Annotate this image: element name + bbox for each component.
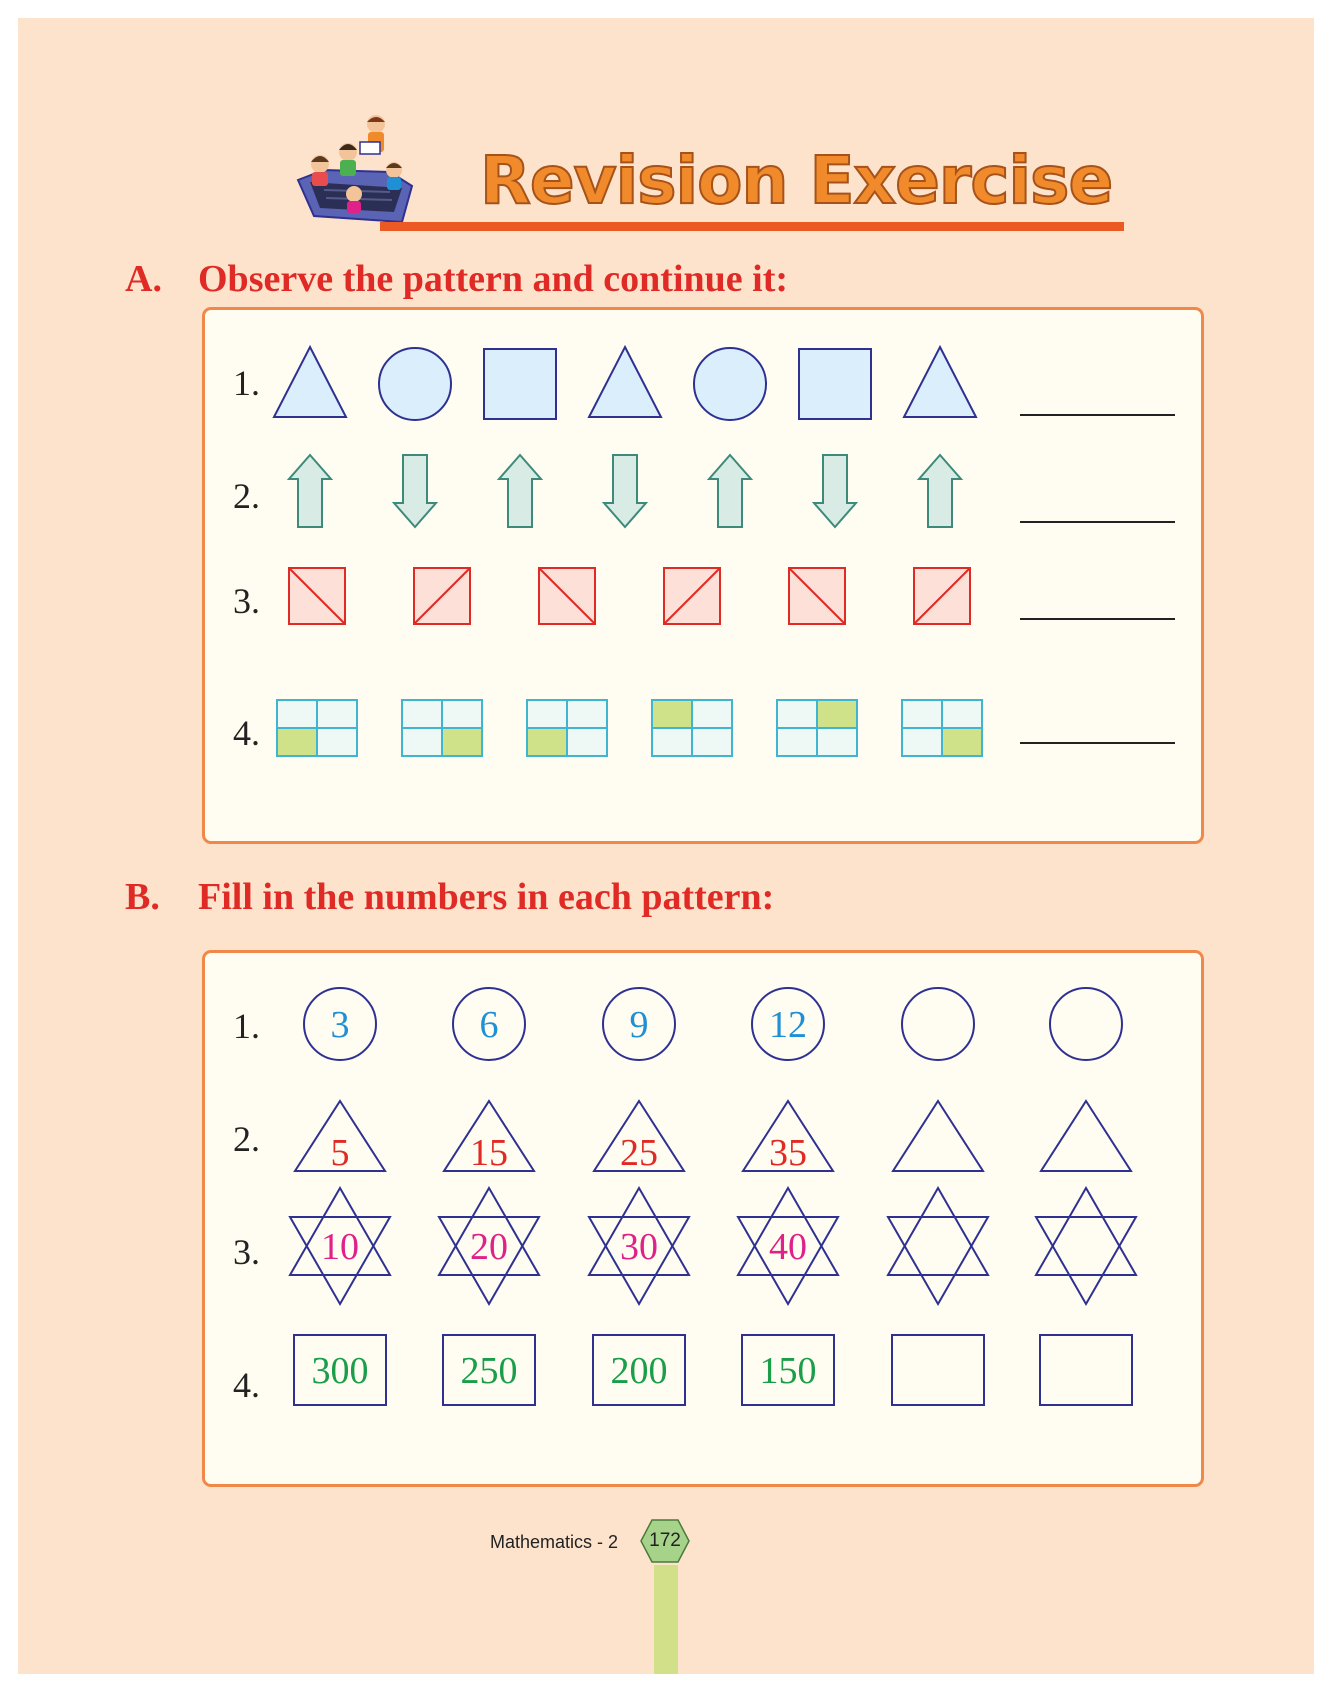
pattern-number: 30: [620, 1226, 658, 1268]
section-a-letter: A.: [125, 258, 162, 300]
star-triangle-up: [1036, 1188, 1136, 1275]
section-b-letter: B.: [125, 876, 160, 918]
pattern-number: 12: [769, 1004, 807, 1046]
arrow-up-icon: [709, 455, 751, 527]
pattern-number: 10: [321, 1226, 359, 1268]
shaded-quadrant: [818, 701, 856, 727]
pattern-number: 15: [470, 1132, 508, 1174]
square-shape: [799, 349, 871, 419]
shaded-quadrant: [653, 701, 691, 727]
number-rectangle: [1040, 1335, 1132, 1405]
pattern-number: 300: [311, 1350, 369, 1392]
pattern-number: 200: [610, 1350, 668, 1392]
triangle-shape: [904, 347, 976, 417]
pattern-number: 25: [620, 1132, 658, 1174]
arrow-up-icon: [499, 455, 541, 527]
circle-shape: [379, 348, 451, 420]
star-triangle-up: [888, 1188, 988, 1275]
pattern-number: 3: [330, 1004, 350, 1046]
page-number: 172: [649, 1530, 681, 1551]
number-row-number: 2.: [233, 1119, 260, 1159]
section-b-number-box: [202, 950, 1204, 1487]
shaded-quadrant: [443, 729, 481, 755]
number-row-number: 3.: [233, 1232, 260, 1272]
footer-book-label: Mathematics - 2: [490, 1532, 619, 1552]
pattern-number: 250: [460, 1350, 518, 1392]
arrow-down-icon: [604, 455, 646, 527]
section-a-heading: [125, 260, 788, 298]
number-triangle: [1041, 1101, 1131, 1171]
page-title: Revision Exercise: [480, 142, 1113, 219]
shaded-quadrant: [278, 729, 316, 755]
number-triangle: [893, 1101, 983, 1171]
shaded-quadrant: [943, 729, 981, 755]
section-a-pattern-box: [202, 307, 1204, 844]
pattern-number: 20: [470, 1226, 508, 1268]
pattern-number: 6: [479, 1004, 499, 1046]
pattern-number: 5: [330, 1132, 350, 1174]
triangle-shape: [589, 347, 661, 417]
circle-shape: [694, 348, 766, 420]
arrow-up-icon: [919, 455, 961, 527]
square-shape: [484, 349, 556, 419]
number-row-number: 1.: [233, 1006, 260, 1046]
star-triangle-down: [888, 1217, 988, 1304]
arrow-down-icon: [814, 455, 856, 527]
star-triangle-down: [1036, 1217, 1136, 1304]
pattern-number: 9: [629, 1004, 649, 1046]
pattern-number: 35: [769, 1132, 807, 1174]
page-tab-stem: [654, 1565, 678, 1674]
triangle-shape: [274, 347, 346, 417]
children-reading-illustration: [290, 112, 420, 230]
number-rectangle: [892, 1335, 984, 1405]
pattern-number: 40: [769, 1226, 807, 1268]
number-circle: [1050, 988, 1122, 1060]
section-b-heading: [125, 878, 774, 916]
section-a-instruction: Observe the pattern and continue it:: [198, 258, 789, 300]
number-pattern-shapes: [205, 953, 1201, 1484]
arrow-up-icon: [289, 455, 331, 527]
pattern-shapes: [205, 310, 1201, 841]
pattern-number: 150: [759, 1350, 817, 1392]
pattern-row-number: 4.: [233, 713, 260, 753]
pattern-row-number: 3.: [233, 581, 260, 621]
arrow-down-icon: [394, 455, 436, 527]
title-underline: [380, 222, 1124, 231]
shaded-quadrant: [528, 729, 566, 755]
number-row-number: 4.: [233, 1365, 260, 1405]
pattern-row-number: 2.: [233, 476, 260, 516]
number-circle: [902, 988, 974, 1060]
section-b-instruction: Fill in the numbers in each pattern:: [198, 876, 775, 918]
pattern-row-number: 1.: [233, 363, 260, 403]
